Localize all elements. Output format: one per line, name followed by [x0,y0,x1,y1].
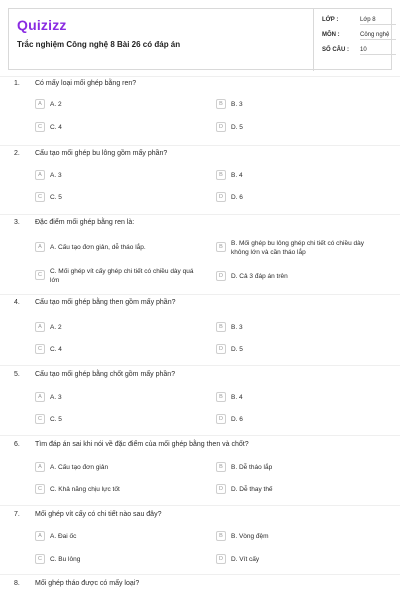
option-text: C. 4 [50,124,62,131]
option-letter-box: C [35,554,45,564]
meta-value: 10 [360,47,396,55]
question-text: Mối ghép tháo được có mấy loại? [35,580,140,587]
option-text: B. 3 [231,324,243,331]
option-letter-box: C [35,192,45,202]
option-letter-box: D [216,414,226,424]
option-letter-box: B [216,170,226,180]
option-text: D. 5 [231,346,243,353]
option-text: C. Bu lông [50,556,81,563]
question-number: 8. [14,580,20,587]
option-text: B. 3 [231,101,243,108]
divider [0,574,400,575]
option-letter-box: B [216,242,226,252]
question-text: Mối ghép vít cấy có chi tiết nào sau đây? [35,511,162,518]
option-text: A. Cấu tạo đơn giản, dễ tháo lắp. [50,244,146,251]
option-letter-box: C [35,484,45,494]
question-number: 6. [14,441,20,448]
worksheet-title: Trắc nghiệm Công nghệ 8 Bài 26 có đáp án [17,40,181,49]
meta-key: MÔN : [322,32,340,38]
question-text: Cấu tạo mối ghép bằng chốt gồm mấy phần? [35,371,176,378]
option-letter-box: A [35,170,45,180]
option-letter-box: D [216,344,226,354]
divider [0,365,400,366]
option-text: C. Mối ghép vít cấy ghép chi tiết có chiều dày quá lớn [50,268,194,284]
option-text: C. Khả năng chịu lực tốt [50,486,120,493]
option-letter-box: B [216,462,226,472]
option-letter-box: A [35,392,45,402]
option-letter-box: A [35,242,45,252]
option-letter-box: D [216,554,226,564]
option-letter-box: A [35,462,45,472]
option-letter-box: A [35,531,45,541]
option-letter-box: B [216,392,226,402]
option-letter-box: A [35,322,45,332]
question-text: Cấu tạo mối ghép bu lông gồm mấy phần? [35,150,168,157]
quizizz-logo[interactable]: Quizizz [17,17,67,33]
option-letter-box: C [35,414,45,424]
option-text: D. Vít cấy [231,556,260,563]
option-text: B. Dễ tháo lắp [231,464,273,471]
question-number: 5. [14,371,20,378]
option-letter-box: B [216,322,226,332]
option-letter-box: D [216,271,226,281]
option-text: C. 5 [50,416,62,423]
question-text: Có mấy loại mối ghép bằng ren? [35,80,137,87]
option-text: D. 6 [231,416,243,423]
question-number: 3. [14,219,20,226]
meta-value: Công nghệ [360,32,396,40]
option-text: A. 2 [50,101,62,108]
option-letter-box: C [35,344,45,354]
option-text: C. 5 [50,194,62,201]
question-number: 2. [14,150,20,157]
question-text: Tìm đáp án sai khi nói về đặc điểm của mối ghép bằng then và chốt? [35,441,249,448]
divider [0,435,400,436]
option-text: B. Vòng đệm [231,533,269,540]
option-text: A. Đai ốc [50,533,77,540]
option-text: B. Mối ghép bu lông ghép chi tiết có chiều dày không lớn và cần tháo lắp [231,240,364,256]
option-letter-box: C [35,122,45,132]
divider [0,76,400,77]
option-text: A. Cấu tạo đơn giản [50,464,109,471]
option-text: A. 3 [50,394,62,401]
option-text: B. 4 [231,172,243,179]
option-letter-box: B [216,531,226,541]
option-text: A. 3 [50,172,62,179]
divider [0,214,400,215]
question-text: Đặc điểm mối ghép bằng ren là: [35,219,135,226]
question-number: 1. [14,80,20,87]
meta-key: LỚP : [322,17,339,23]
worksheet-header [8,8,392,70]
option-letter-box: D [216,122,226,132]
question-text: Cấu tạo mối ghép bằng then gồm mấy phần? [35,299,176,306]
divider [0,294,400,295]
option-letter-box: B [216,99,226,109]
meta-key: SỐ CÂU : [322,47,349,53]
meta-value: Lớp 8 [360,17,396,25]
option-text: D. Cả 3 đáp án trên [231,273,288,280]
worksheet-meta [313,9,393,71]
divider [0,145,400,146]
option-text: C. 4 [50,346,62,353]
divider [0,505,400,506]
option-letter-box: A [35,99,45,109]
option-letter-box: C [35,270,45,280]
option-text: D. 6 [231,194,243,201]
option-text: B. 4 [231,394,243,401]
option-text: D. Dễ thay thế [231,486,273,493]
question-number: 7. [14,511,20,518]
question-number: 4. [14,299,20,306]
option-letter-box: D [216,192,226,202]
option-text: D. 5 [231,124,243,131]
option-letter-box: D [216,484,226,494]
option-text: A. 2 [50,324,62,331]
